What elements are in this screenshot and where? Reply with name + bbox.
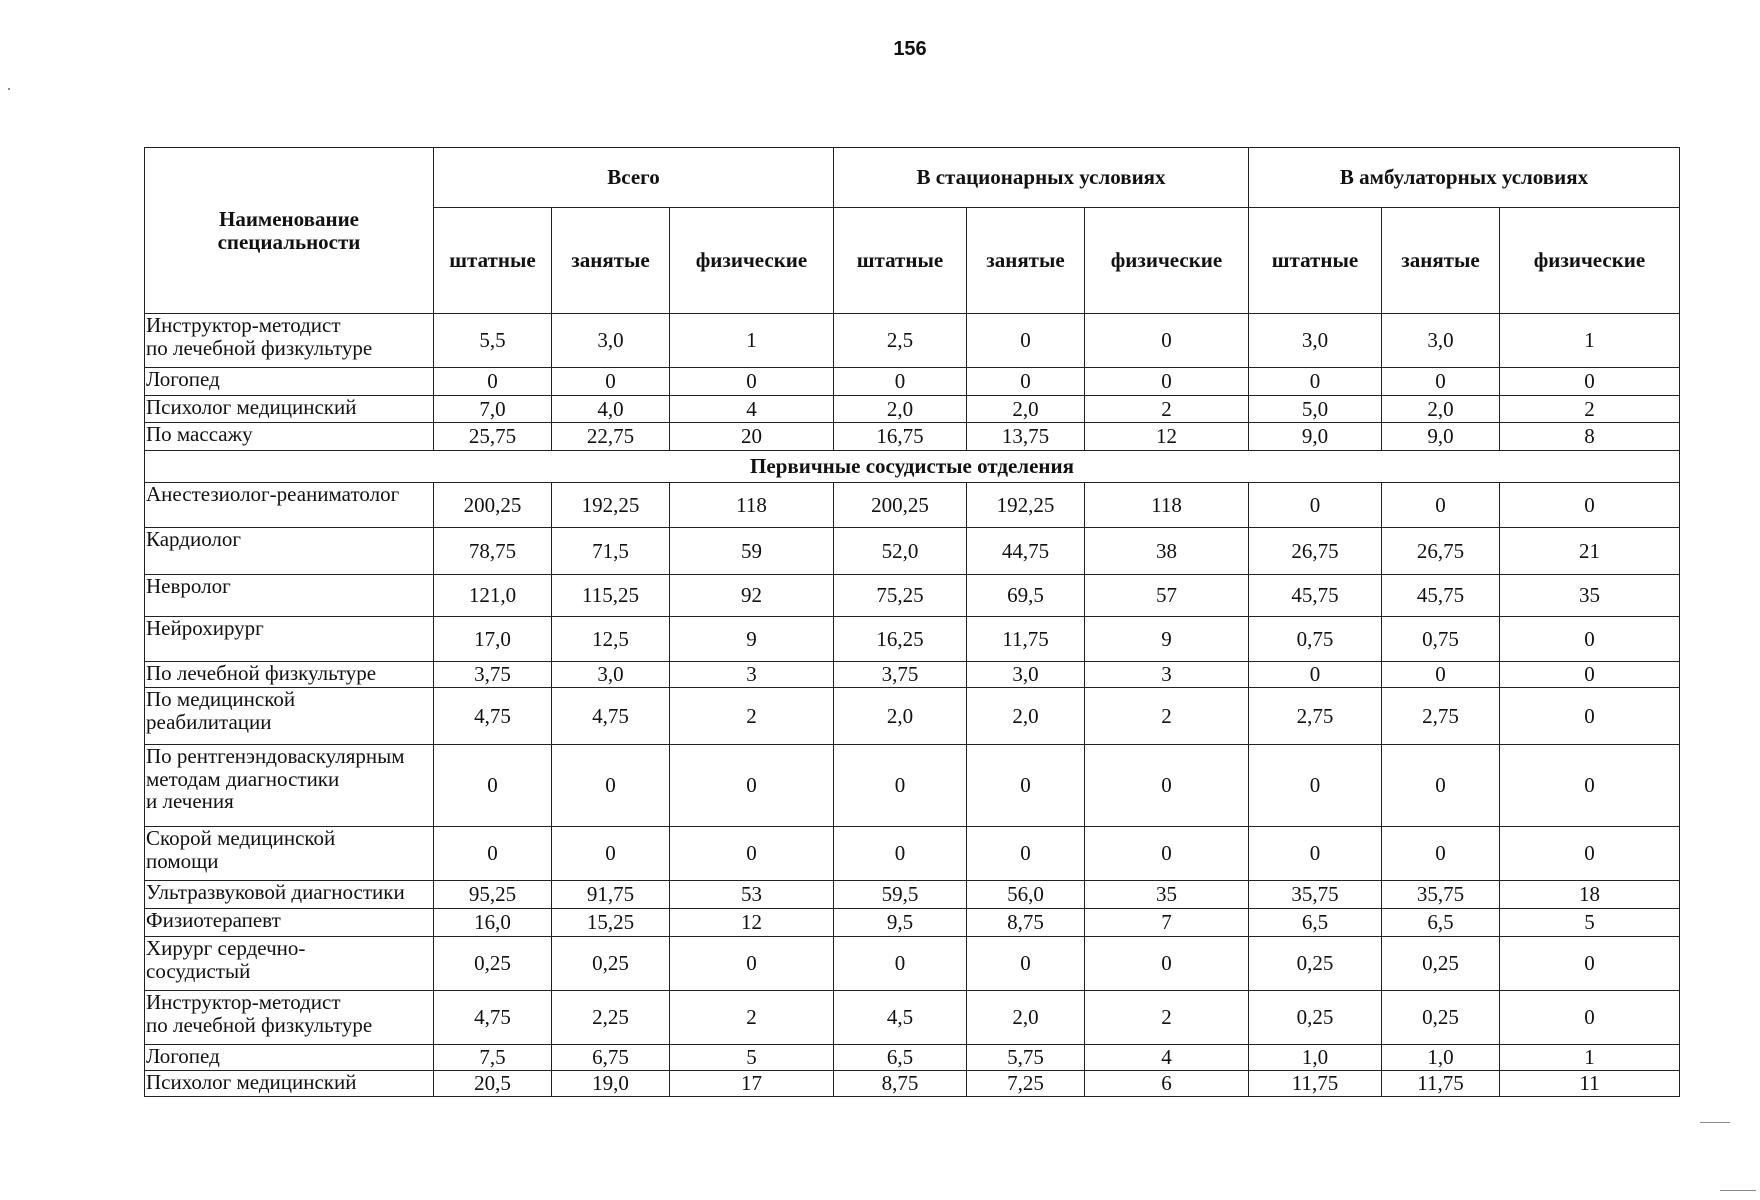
header-name-col: Наименование специальности <box>145 148 434 314</box>
table-row <box>145 617 1680 662</box>
value-cell: 192,25 <box>552 483 670 528</box>
value-cell: 0 <box>967 827 1085 881</box>
value-cell: 92 <box>670 575 834 617</box>
value-cell: 115,25 <box>552 575 670 617</box>
value-cell: 35 <box>1085 881 1249 909</box>
value-cell: 3,75 <box>434 662 552 688</box>
value-cell: 4 <box>1085 1045 1249 1071</box>
table-row <box>145 396 1680 423</box>
specialty-name: Психолог медицинский <box>145 396 434 423</box>
value-cell: 44,75 <box>967 528 1085 575</box>
value-cell: 2,0 <box>967 991 1085 1045</box>
table-row <box>145 662 1680 688</box>
header-subcol: штатные <box>434 208 552 314</box>
value-cell: 2 <box>1500 396 1680 423</box>
value-cell: 91,75 <box>552 881 670 909</box>
value-cell: 5,75 <box>967 1045 1085 1071</box>
value-cell: 6,75 <box>552 1045 670 1071</box>
value-cell: 0 <box>1382 368 1500 396</box>
value-cell: 0 <box>670 745 834 827</box>
value-cell: 18 <box>1500 881 1680 909</box>
value-cell: 9,5 <box>834 909 967 937</box>
header-subcol: штатные <box>1249 208 1382 314</box>
value-cell: 3 <box>1085 662 1249 688</box>
specialty-name: Ультразвуковой диагностики <box>145 881 434 909</box>
value-cell: 20 <box>670 423 834 451</box>
value-cell: 59,5 <box>834 881 967 909</box>
table-row <box>145 528 1680 575</box>
value-cell: 9,0 <box>1382 423 1500 451</box>
value-cell: 8 <box>1500 423 1680 451</box>
value-cell: 0 <box>834 827 967 881</box>
table-header <box>145 148 1680 314</box>
value-cell: 5 <box>1500 909 1680 937</box>
value-cell: 4,75 <box>434 991 552 1045</box>
value-cell: 7,25 <box>967 1071 1085 1097</box>
value-cell: 17,0 <box>434 617 552 662</box>
value-cell: 0 <box>1382 827 1500 881</box>
header-subcol: занятые <box>1382 208 1500 314</box>
value-cell: 52,0 <box>834 528 967 575</box>
value-cell: 4,75 <box>434 688 552 745</box>
specialty-name: Скорой медицинской помощи <box>145 827 434 881</box>
value-cell: 2 <box>670 688 834 745</box>
specialty-name: Логопед <box>145 1045 434 1071</box>
specialty-name: Логопед <box>145 368 434 396</box>
value-cell: 0 <box>1085 745 1249 827</box>
specialty-name: Инструктор-методист по лечебной физкультуре <box>145 314 434 368</box>
value-cell: 0,75 <box>1382 617 1500 662</box>
value-cell: 75,25 <box>834 575 967 617</box>
value-cell: 0,75 <box>1249 617 1382 662</box>
table-row <box>145 881 1680 909</box>
page-number: 156 <box>893 38 927 60</box>
value-cell: 7,5 <box>434 1045 552 1071</box>
table-row <box>145 991 1680 1045</box>
value-cell: 1,0 <box>1249 1045 1382 1071</box>
value-cell: 192,25 <box>967 483 1085 528</box>
header-subcol: занятые <box>552 208 670 314</box>
table-row <box>145 575 1680 617</box>
specialty-name: Кардиолог <box>145 528 434 575</box>
value-cell: 118 <box>670 483 834 528</box>
header-subcol: физические <box>1500 208 1680 314</box>
value-cell: 56,0 <box>967 881 1085 909</box>
value-cell: 38 <box>1085 528 1249 575</box>
section-row <box>145 451 1680 483</box>
value-cell: 0 <box>434 368 552 396</box>
value-cell: 8,75 <box>967 909 1085 937</box>
value-cell: 9 <box>1085 617 1249 662</box>
value-cell: 26,75 <box>1382 528 1500 575</box>
value-cell: 59 <box>670 528 834 575</box>
header-subcol: штатные <box>834 208 967 314</box>
value-cell: 11 <box>1500 1071 1680 1097</box>
value-cell: 3,0 <box>1249 314 1382 368</box>
value-cell: 2 <box>670 991 834 1045</box>
value-cell: 0 <box>1500 483 1680 528</box>
value-cell: 200,25 <box>834 483 967 528</box>
table-row <box>145 368 1680 396</box>
table-body <box>145 314 1680 1097</box>
value-cell: 0 <box>670 827 834 881</box>
value-cell: 0 <box>1382 662 1500 688</box>
specialty-name: По массажу <box>145 423 434 451</box>
value-cell: 26,75 <box>1249 528 1382 575</box>
value-cell: 0 <box>1249 662 1382 688</box>
value-cell: 0,25 <box>552 937 670 991</box>
value-cell: 0 <box>1085 368 1249 396</box>
value-cell: 0 <box>1085 314 1249 368</box>
value-cell: 0,25 <box>1382 991 1500 1045</box>
value-cell: 11,75 <box>1382 1071 1500 1097</box>
value-cell: 121,0 <box>434 575 552 617</box>
value-cell: 19,0 <box>552 1071 670 1097</box>
value-cell: 2,5 <box>834 314 967 368</box>
value-cell: 9,0 <box>1249 423 1382 451</box>
value-cell: 0 <box>1500 745 1680 827</box>
value-cell: 0 <box>1249 827 1382 881</box>
value-cell: 0 <box>834 368 967 396</box>
value-cell: 95,25 <box>434 881 552 909</box>
value-cell: 1 <box>1500 1045 1680 1071</box>
value-cell: 12,5 <box>552 617 670 662</box>
value-cell: 2,0 <box>834 396 967 423</box>
value-cell: 2,75 <box>1249 688 1382 745</box>
specialty-name: Физиотерапевт <box>145 909 434 937</box>
value-cell: 6 <box>1085 1071 1249 1097</box>
value-cell: 0 <box>1500 688 1680 745</box>
value-cell: 16,0 <box>434 909 552 937</box>
value-cell: 2 <box>1085 991 1249 1045</box>
table-row <box>145 423 1680 451</box>
value-cell: 118 <box>1085 483 1249 528</box>
value-cell: 3,0 <box>1382 314 1500 368</box>
value-cell: 2,0 <box>1382 396 1500 423</box>
value-cell: 71,5 <box>552 528 670 575</box>
value-cell: 78,75 <box>434 528 552 575</box>
value-cell: 2,75 <box>1382 688 1500 745</box>
value-cell: 0,25 <box>1382 937 1500 991</box>
specialty-name: Психолог медицинский <box>145 1071 434 1097</box>
section-title: Первичные сосудистые отделения <box>145 451 1680 483</box>
table-row <box>145 909 1680 937</box>
value-cell: 35,75 <box>1382 881 1500 909</box>
specialty-name: Анестезиолог-реаниматолог <box>145 483 434 528</box>
header-subcol: физические <box>670 208 834 314</box>
value-cell: 57 <box>1085 575 1249 617</box>
value-cell: 2,0 <box>967 396 1085 423</box>
value-cell: 22,75 <box>552 423 670 451</box>
value-cell: 20,5 <box>434 1071 552 1097</box>
value-cell: 5 <box>670 1045 834 1071</box>
value-cell: 69,5 <box>967 575 1085 617</box>
value-cell: 0 <box>967 368 1085 396</box>
specialty-name: Инструктор-методист по лечебной физкультуре <box>145 991 434 1045</box>
value-cell: 2 <box>1085 688 1249 745</box>
value-cell: 0 <box>670 368 834 396</box>
value-cell: 7 <box>1085 909 1249 937</box>
value-cell: 3,0 <box>967 662 1085 688</box>
value-cell: 35 <box>1500 575 1680 617</box>
value-cell: 0 <box>552 368 670 396</box>
value-cell: 0 <box>1249 745 1382 827</box>
value-cell: 4,75 <box>552 688 670 745</box>
staffing-table <box>144 147 1680 1097</box>
value-cell: 0 <box>967 745 1085 827</box>
value-cell: 0 <box>552 745 670 827</box>
value-cell: 8,75 <box>834 1071 967 1097</box>
value-cell: 4 <box>670 396 834 423</box>
value-cell: 0 <box>1382 483 1500 528</box>
value-cell: 0 <box>1500 937 1680 991</box>
value-cell: 0 <box>1249 483 1382 528</box>
value-cell: 3,0 <box>552 662 670 688</box>
value-cell: 4,0 <box>552 396 670 423</box>
value-cell: 1,0 <box>1382 1045 1500 1071</box>
value-cell: 2,0 <box>834 688 967 745</box>
table-row <box>145 1045 1680 1071</box>
value-cell: 5,0 <box>1249 396 1382 423</box>
value-cell: 0 <box>1249 368 1382 396</box>
value-cell: 0,25 <box>1249 937 1382 991</box>
value-cell: 0 <box>1382 745 1500 827</box>
value-cell: 0 <box>967 314 1085 368</box>
value-cell: 2 <box>1085 396 1249 423</box>
value-cell: 0 <box>552 827 670 881</box>
value-cell: 200,25 <box>434 483 552 528</box>
value-cell: 17 <box>670 1071 834 1097</box>
value-cell: 0 <box>1500 368 1680 396</box>
header-subcol: физические <box>1085 208 1249 314</box>
table-row <box>145 483 1680 528</box>
table-row <box>145 688 1680 745</box>
value-cell: 0 <box>1500 662 1680 688</box>
table-row <box>145 1071 1680 1097</box>
scan-speck <box>1700 1122 1730 1123</box>
value-cell: 0 <box>1500 991 1680 1045</box>
value-cell: 6,5 <box>1249 909 1382 937</box>
value-cell: 0 <box>834 745 967 827</box>
specialty-name: По медицинской реабилитации <box>145 688 434 745</box>
value-cell: 1 <box>1500 314 1680 368</box>
value-cell: 7,0 <box>434 396 552 423</box>
table-row <box>145 827 1680 881</box>
value-cell: 3,75 <box>834 662 967 688</box>
value-cell: 11,75 <box>967 617 1085 662</box>
value-cell: 0 <box>1500 827 1680 881</box>
table-row <box>145 314 1680 368</box>
value-cell: 0 <box>1500 617 1680 662</box>
value-cell: 12 <box>670 909 834 937</box>
header-group-total: Всего <box>434 148 834 208</box>
specialty-name: По лечебной физкультуре <box>145 662 434 688</box>
value-cell: 13,75 <box>967 423 1085 451</box>
specialty-name: Нейрохирург <box>145 617 434 662</box>
value-cell: 3,0 <box>552 314 670 368</box>
value-cell: 16,75 <box>834 423 967 451</box>
value-cell: 16,25 <box>834 617 967 662</box>
scan-speck <box>8 88 10 90</box>
header-group-outpatient: В амбулаторных условиях <box>1249 148 1680 208</box>
value-cell: 5,5 <box>434 314 552 368</box>
value-cell: 0,25 <box>434 937 552 991</box>
value-cell: 0,25 <box>1249 991 1382 1045</box>
header-subcol: занятые <box>967 208 1085 314</box>
value-cell: 1 <box>670 314 834 368</box>
specialty-name: Хирург сердечно- сосудистый <box>145 937 434 991</box>
value-cell: 3 <box>670 662 834 688</box>
value-cell: 2,0 <box>967 688 1085 745</box>
value-cell: 12 <box>1085 423 1249 451</box>
value-cell: 35,75 <box>1249 881 1382 909</box>
value-cell: 0 <box>434 827 552 881</box>
value-cell: 45,75 <box>1249 575 1382 617</box>
value-cell: 6,5 <box>1382 909 1500 937</box>
value-cell: 0 <box>967 937 1085 991</box>
value-cell: 11,75 <box>1249 1071 1382 1097</box>
value-cell: 9 <box>670 617 834 662</box>
value-cell: 0 <box>434 745 552 827</box>
scan-speck <box>1720 1190 1756 1191</box>
value-cell: 0 <box>1085 827 1249 881</box>
table-row <box>145 937 1680 991</box>
value-cell: 45,75 <box>1382 575 1500 617</box>
value-cell: 21 <box>1500 528 1680 575</box>
value-cell: 0 <box>670 937 834 991</box>
value-cell: 2,25 <box>552 991 670 1045</box>
specialty-name: Невролог <box>145 575 434 617</box>
value-cell: 15,25 <box>552 909 670 937</box>
value-cell: 0 <box>1085 937 1249 991</box>
specialty-name: По рентгенэндоваскулярным методам диагностики и лечения <box>145 745 434 827</box>
value-cell: 53 <box>670 881 834 909</box>
value-cell: 4,5 <box>834 991 967 1045</box>
header-group-inpatient: В стационарных условиях <box>834 148 1249 208</box>
table-row <box>145 745 1680 827</box>
value-cell: 25,75 <box>434 423 552 451</box>
value-cell: 0 <box>834 937 967 991</box>
value-cell: 6,5 <box>834 1045 967 1071</box>
